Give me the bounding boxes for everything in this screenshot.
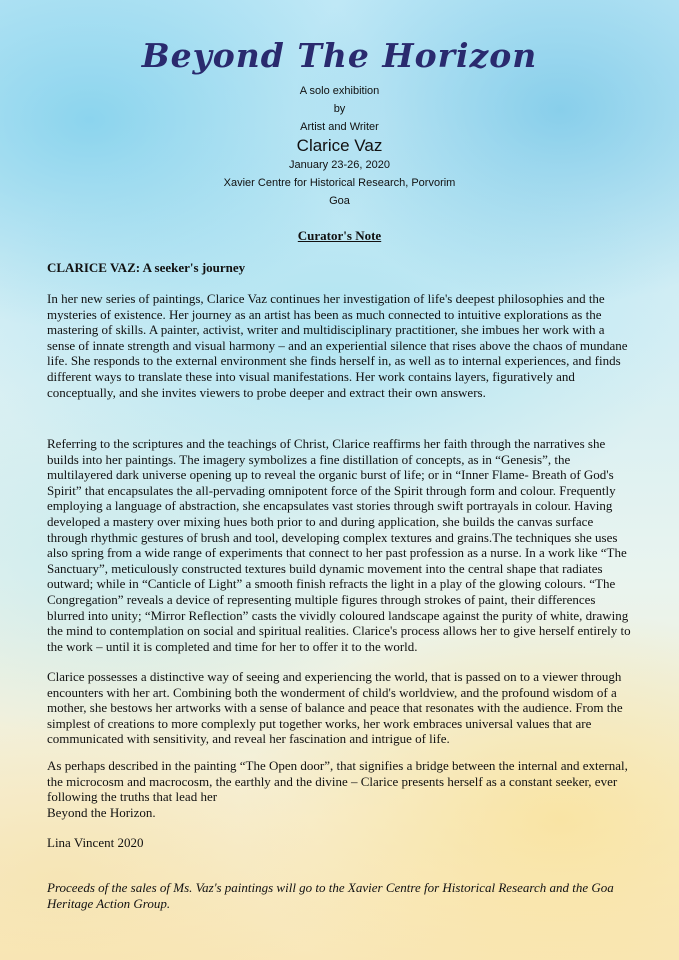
- exhibition-dates: January 23-26, 2020: [289, 159, 390, 171]
- by-line: by: [333, 103, 346, 115]
- paragraph-2: Referring to the scriptures and the teachings of Christ, Clarice reaffirms her faith through the narratives she builds into her paintings. The imagery symbolizes a fine distillation of concepts, as in “Genesis”, the multilayered dark universe opening up to reveal the organic burst of life; or in “Inner Flame- Breath of God's Spirit” that encapsulates the all-pervading omnipotent force of the Spirit through form and colour. Frequently employing a language of abstraction, she encapsulates vast stories through swift portrayals in colour. Having developed a mastery over mixing hues both prior to and during application, she builds the canvas surface through rhythmic gestures of brush and tool, developing complex textures and grains.The techniques she uses also spring from a wide range of experiments that connect to her past profession as a nurse. In a work like “The Sanctuary”, meticulously constructed textures build dynamic movement into the central shape that radiates outward; while in “Canticle of Light” a smooth finish refracts the light in a play of the glowing colours. “The Congregation” reveals a device of representing multiple figures through strokes of paint, their differences blurred into unity; “Mirror Reflection” casts the vividly coloured landscape against the purity of white, drawing the mind to contemplation on social and spiritual realities. Clarice's process allows her to give herself entirely to the work – until it is completed and time for her to offer it to the world.: [47, 436, 631, 654]
- artist-role: Artist and Writer: [300, 121, 379, 133]
- exhibition-venue: Xavier Centre for Historical Research, Porvorim: [223, 177, 456, 189]
- closing-line: As perhaps described in the painting “The Open door”, that signifies a bridge between the internal and external, the microcosm and macrocosm, the earthly and the divine – Clarice presents herself as a constant seeker, ever following the truths that lead her: [47, 758, 628, 805]
- closing-line: Beyond the Horizon.: [47, 804, 156, 820]
- note-subheading: CLARICE VAZ: A seeker's journey: [47, 260, 246, 275]
- exhibition-subtitle: A solo exhibition: [299, 85, 380, 97]
- artist-name: Clarice Vaz: [296, 136, 383, 155]
- closing-paragraph: [47, 758, 632, 820]
- paragraph-3: Clarice possesses a distinctive way of seeing and experiencing the world, that is passed on to a viewer through encounters with her art. Combining both the wonderment of child's worldview, and the profound wisdom of a mother, she bestows her artworks with a sense of balance and peace that resonates with the audience. From the simplest of creations to more complexly put together works, her work embraces universal values that are communicated with sensitivity, and reveal her fascination and intrigue of life.: [47, 669, 623, 747]
- exhibition-header: [0, 30, 679, 210]
- exhibition-place: Goa: [329, 195, 350, 207]
- paragraph-1: In her new series of paintings, Clarice Vaz continues her investigation of life's deepest philosophies and the mysteries of existence. Her journey as an artist has been as much connected to intuitive explorations as the mastering of skills. A painter, activist, writer and multidisciplinary practitioner, she imbues her work with a sense of innate strength and visual harmony – and an experiential silence that rises above the chaos of mundane life. She responds to the external environment she finds herself in, as well as to internal experiences, and finds different ways to translate these into visual manifestations. Her work contains layers, figuratively and conceptually, and she invites viewers to probe deeper and extract their own answers.: [47, 291, 628, 400]
- exhibition-title: Beyond The Horizon: [141, 36, 538, 75]
- curator-signature: Lina Vincent 2020: [47, 835, 144, 850]
- curator-note-heading: Curator's Note: [297, 228, 382, 243]
- footer-note: Proceeds of the sales of Ms. Vaz's paintings will go to the Xavier Centre for Historical Research and the Goa Heritage Action Group.: [47, 880, 614, 911]
